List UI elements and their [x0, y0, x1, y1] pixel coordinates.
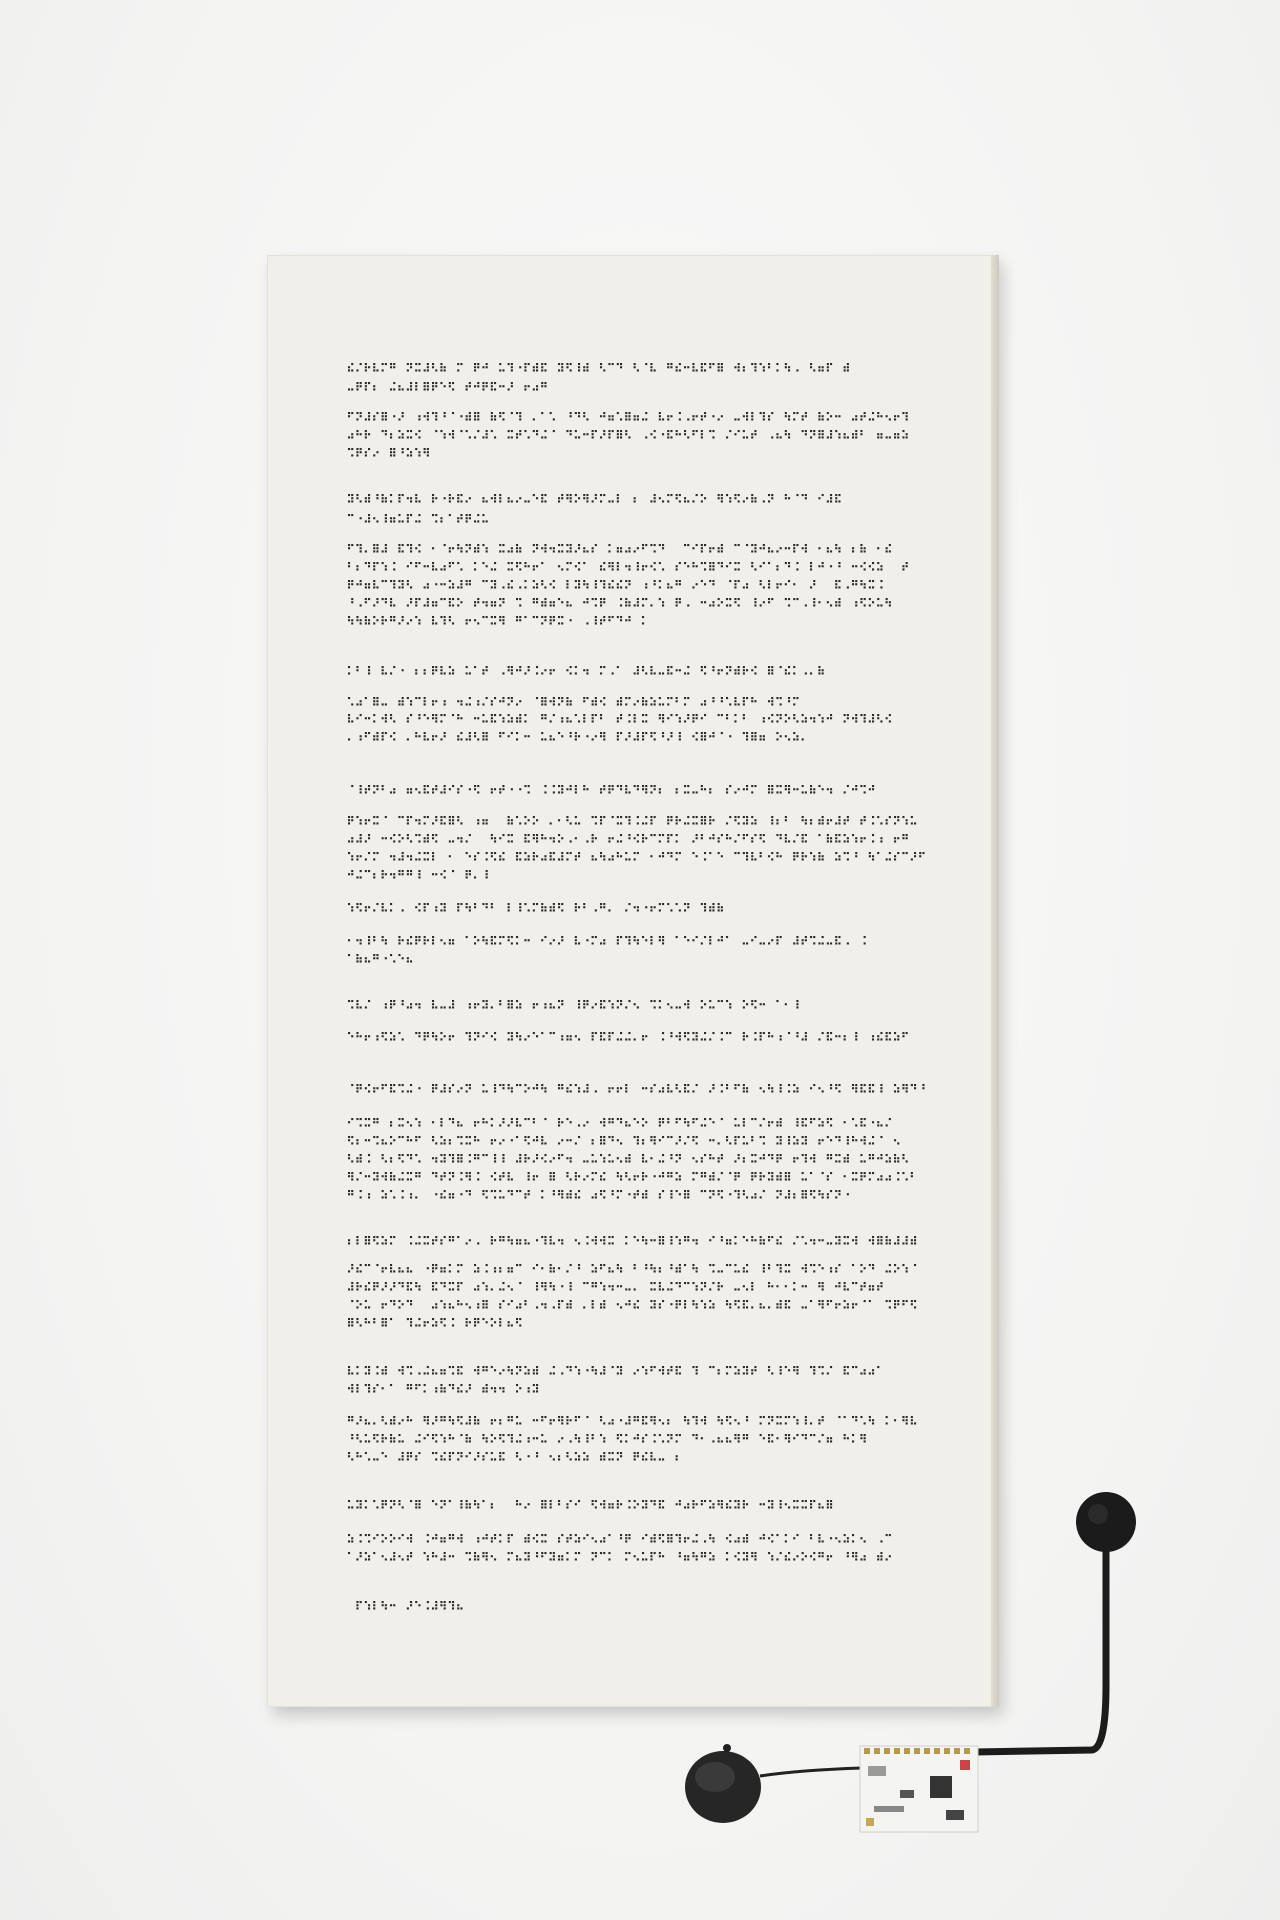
touch-sensor-icon	[1076, 1492, 1136, 1552]
round-speaker-icon	[685, 1744, 761, 1823]
speaker-cable	[760, 1768, 862, 1776]
circuit-board-icon	[860, 1746, 978, 1832]
sensor-cable	[975, 1530, 1106, 1752]
